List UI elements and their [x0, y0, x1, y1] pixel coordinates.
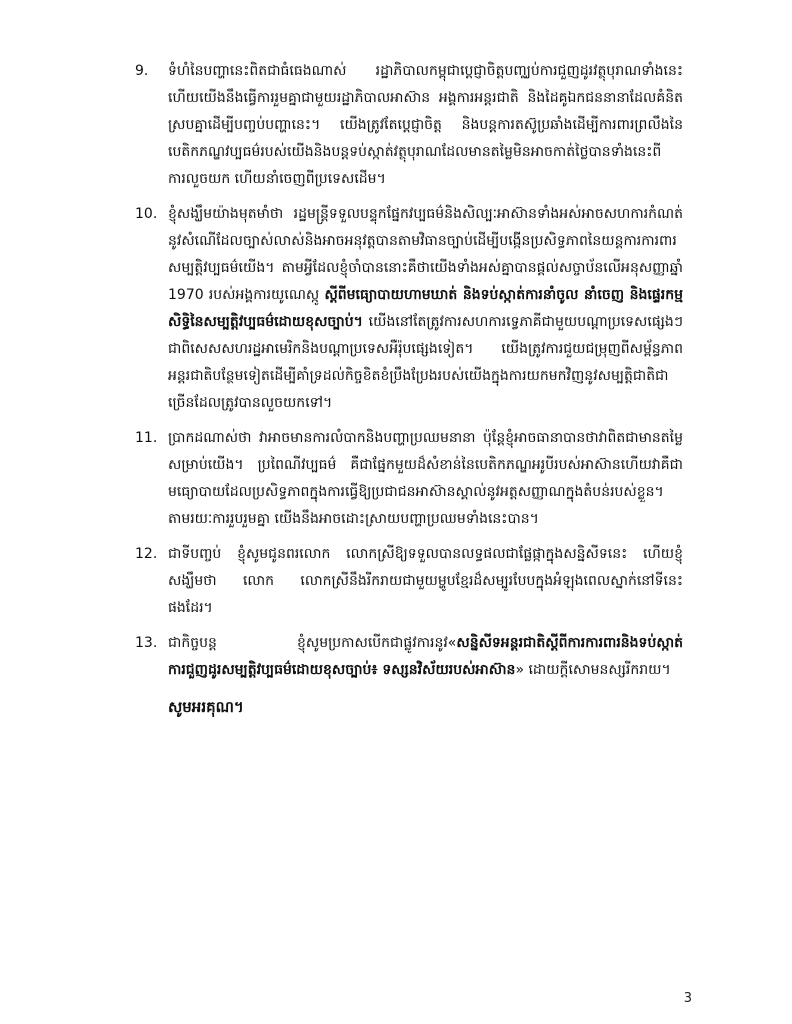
- paragraph-text: ជាទីបញ្ចប់ ខ្ញុំសូមជូនពរលោក លោកស្រីឱ្យទទួលបានលទ្ធផលជាផ្លែផ្កាក្នុងសន្និសីទនេះ ហើយខ្ញុំសង្ឃឹមថា លោក លោកស្រីនឹងរីករាយជាមួយម្ហូបខ្មែរដ៏សម្បូរបែបក្នុងអំឡុងពេលស្នាក់នៅទីនេះផងដែរ។: [168, 546, 683, 616]
- closing-thanks: សូមអរគុណ។: [168, 698, 244, 716]
- paragraph-number: 12.: [135, 546, 158, 562]
- paragraph-number: 10.: [135, 206, 158, 222]
- paragraph-11: [135, 425, 683, 533]
- paragraph-13: [135, 630, 683, 684]
- paragraph-number: 9.: [135, 63, 149, 79]
- paragraph-text: ទំហំនៃបញ្ហានេះពិតជាធំធេងណាស់ រដ្ឋាភិបាលកម្ពុជាប្ដេជ្ញាចិត្តបញ្ឈប់ការជួញដូរវត្ថុបុរាណទាំងនេះ ហើយយើងនឹងធ្វើការរួមគ្នាជាមួយរដ្ឋាភិបាលអាស៊ាន អង្គការអន្តរជាតិ និងដៃគូឯកជននានាដែលគំនិតស្របគ្នាដើម្បីបញ្ចប់បញ្ហានេះ។ យើងត្រូវតែប្ដេជ្ញាចិត្ត និងបន្តការតស៊ូប្រឆាំងដើម្បីការពារព្រលឹងនៃបេតិកភណ្ឌវប្បធម៌របស់យើងនិងបន្តទប់ស្កាត់វត្ថុបុរាណដែលមានតម្លៃមិនអាចកាត់ថ្លៃបានទាំងនេះពីការលួចយក ហើយនាំចេញពីប្រទេសដើម។: [168, 63, 683, 187]
- conference-title: សន្និសីទអន្តរជាតិស្តីពីការការពារនិងទប់ស្កាត់ការជួញដូរសម្បត្តិវប្បធម៌ដោយខុសច្បាប់៖ ទស្សនវិស័យរបស់អាស៊ាន: [168, 635, 683, 678]
- paragraph-text-intro: ជាកិច្ចបន្ត ខ្ញុំសូមប្រកាសបើកជាផ្លូវការនូវ«: [168, 635, 457, 651]
- paragraph-9: [135, 58, 683, 193]
- paragraph-text-rest: » ដោយក្តីសោមនស្សរីករាយ។: [515, 662, 671, 678]
- paragraph-10: [135, 201, 683, 417]
- paragraph-number: 11.: [135, 430, 158, 446]
- paragraph-list: [135, 58, 683, 721]
- convention-title: ស្តីពីមធ្យោបាយហាមឃាត់ និងទប់ស្កាត់ការនាំចូល នាំចេញ និងផ្ទេរកម្មសិទ្ធិនៃសម្បត្តិវប្បធម៌ដោយខុសច្បាប់។: [168, 287, 683, 330]
- paragraph-text: [168, 630, 683, 684]
- paragraph-12: [135, 541, 683, 622]
- paragraph-text: ប្រាកដណាស់ថា វាអាចមានការលំបាកនិងបញ្ហាប្រឈមនានា ប៉ុន្តែខ្ញុំអាចធានាបានថាវាពិតជាមានតម្លៃសម្រាប់យើង។ ប្រពៃណីវប្បធម៌ គឺជាផ្នែកមួយដ៏សំខាន់នៃបេតិកភណ្ឌអរូបីរបស់អាស៊ានហើយវាគឺជាមធ្យោបាយដែលប្រសិទ្ធភាពក្នុងការធ្វើឱ្យប្រជាជនអាស៊ានស្គាល់នូវអត្តសញ្ញាណក្នុងតំបន់របស់ខ្លួន។ តាមរយៈការរួបរួមគ្នា យើងនឹងអាចដោះស្រាយបញ្ហាប្រឈមទាំងនេះបាន។: [168, 430, 683, 527]
- paragraph-text-intro: ខ្ញុំសង្ឃឹមយ៉ាងមុតមាំថា រដ្ឋមន្ត្រីទទួលបន្ទុកផ្នែកវប្បធម៌និងសិល្បៈអាស៊ានទាំងអស់អាចសហការកំណត់នូវសំណើដែលច្បាស់លាស់និងអាចអនុវត្តបានតាមវិធានច្បាប់ដើម្បីបង្កើនប្រសិទ្ធភាពនៃយន្តការការពារសម្បត្តិវប្បធម៌យើង។ តាមអ្វីដែលខ្ញុំចាំបាននោះគឺថាយើងទាំងអស់គ្នាបានផ្តល់សច្ចាប័នលើអនុសញ្ញាឆ្នាំ 1970 របស់អង្គការយូណេស្កូ: [168, 206, 683, 303]
- page-number: 3: [683, 991, 692, 1006]
- paragraph-number: 13.: [135, 635, 158, 651]
- paragraph-text: [168, 201, 683, 417]
- paragraph-text-rest: យើងនៅតែត្រូវការសហការទ្វេភាគីជាមួយបណ្តាប្រទេសផ្សេងៗ ជាពិសេសសហរដ្ឋអាមេរិកនិងបណ្តាប្រទេសអឺរ៉ុបផ្សេងទៀត។ យើងត្រូវការជួយជម្រុញពីសម្ព័ន្ធភាពអន្តរជាតិបន្ថែមទៀតដើម្បីគាំទ្រដល់កិច្ចខិតខំប្រឹងប្រែងរបស់យើងក្នុងការយកមកវិញនូវសម្បត្តិជាតិជាច្រើនដែលត្រូវបានលួចយកទៅ។: [168, 314, 683, 411]
